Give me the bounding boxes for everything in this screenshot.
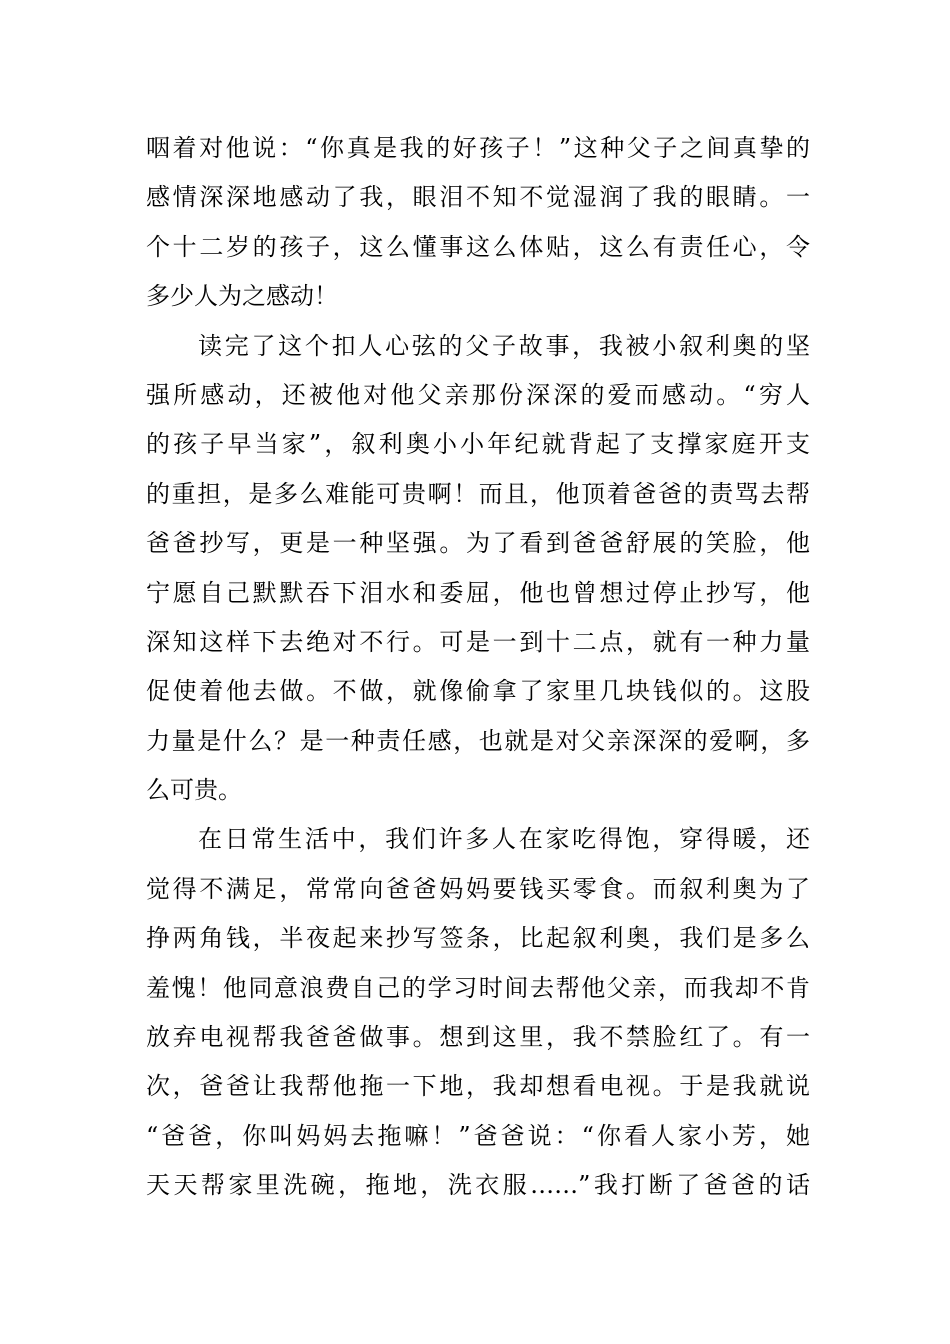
text-line: 挣两角钱，半夜起来抄写签条，比起叙利奥，我们是多么 bbox=[146, 924, 810, 953]
text-line: 的重担，是多么难能可贵啊！而且，他顶着爸爸的责骂去帮 bbox=[146, 479, 810, 508]
text-line: 促使着他去做。不做，就像偷拿了家里几块钱似的。这股 bbox=[146, 677, 810, 706]
document-text bbox=[146, 124, 810, 1211]
text-line: 力量是什么？是一种责任感，也就是对父亲深深的爱啊，多 bbox=[146, 726, 810, 755]
text-line: 读完了这个扣人心弦的父子故事，我被小叙利奥的坚 bbox=[198, 331, 810, 360]
text-line: 的孩子早当家”，叙利奥小小年纪就背起了支撑家庭开支 bbox=[146, 430, 810, 459]
text-line: 咽着对他说：“你真是我的好孩子！”这种父子之间真挚的 bbox=[146, 134, 810, 162]
text-line: 感情深深地感动了我，眼泪不知不觉湿润了我的眼睛。一 bbox=[146, 183, 810, 212]
text-line: 羞愧！他同意浪费自己的学习时间去帮他父亲，而我却不肯 bbox=[146, 973, 810, 1002]
text-line: 多少人为之感动！ bbox=[146, 282, 338, 311]
text-line: 强所感动，还被他对他父亲那份深深的爱而感动。“穷人 bbox=[146, 380, 810, 409]
text-line: 个十二岁的孩子，这么懂事这么体贴，这么有责任心，令 bbox=[146, 232, 810, 261]
text-line: 深知这样下去绝对不行。可是一到十二点，就有一种力量 bbox=[146, 627, 810, 656]
text-line: “爸爸，你叫妈妈去拖嘛！”爸爸说：“你看人家小芳，她 bbox=[146, 1121, 810, 1150]
text-line: 次，爸爸让我帮他拖一下地，我却想看电视。于是我就说 bbox=[146, 1072, 810, 1101]
text-line: 宁愿自己默默吞下泪水和委屈，他也曾想过停止抄写，他 bbox=[146, 578, 810, 607]
text-line: 么可贵。 bbox=[146, 776, 242, 805]
text-line: 天天帮家里洗碗，拖地，洗衣服……”我打断了爸爸的话 bbox=[146, 1171, 810, 1200]
text-line: 爸爸抄写，更是一种坚强。为了看到爸爸舒展的笑脸，他 bbox=[146, 529, 810, 558]
text-line: 觉得不满足，常常向爸爸妈妈要钱买零食。而叙利奥为了 bbox=[146, 874, 810, 903]
text-line: 在日常生活中，我们许多人在家吃得饱，穿得暖，还 bbox=[198, 825, 810, 854]
text-line: 放弃电视帮我爸爸做事。想到这里，我不禁脸红了。有一 bbox=[146, 1023, 810, 1052]
